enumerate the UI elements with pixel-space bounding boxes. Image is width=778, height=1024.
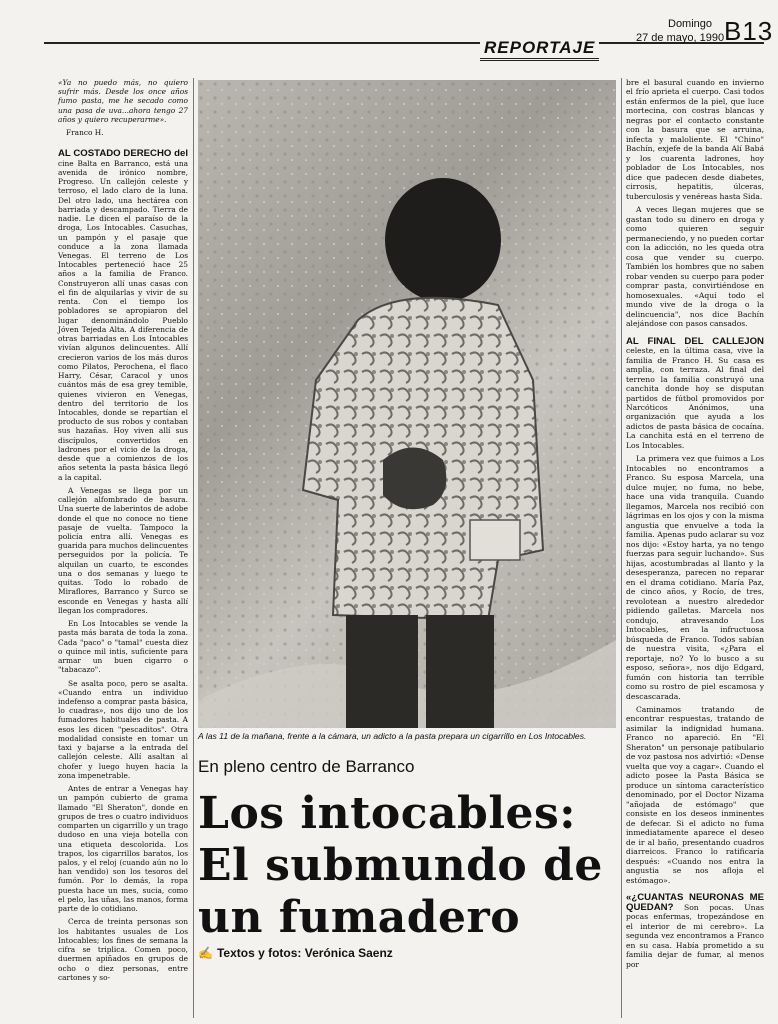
paragraph-text: cine Balta en Barranco, está una avenida de irónico nombre, Progreso. Un callejón celeste y terroso, el lado claro de la luna. Del otro lado, una hectárea con barriada y descampado. Tierra de nadie. Le dicen el paraíso de la droga, Los Intocables. Casuchas, un pampón y el pasaje que conduce a la zona llamada Venegas. El terreno de Los Intocables perteneció hace 25 años a la familia de Franco. Construyeron allí unas casas con el fin de alquilarlas y vivir de su renta. Con el tiempo los pobladores se apropiaron del lugar denominándolo Pueblo Jóven Tejeda Alta. A diferencia de otras barriadas en Los Intocables vivían algunos delincuentes. Allí crecieron varios de los más duros como Pilatos, Perochena, el flaco Harry, César, Caracol y unos cuántos más de esa grey temible, quienes vivieron en Venegas, dentro del territorio de los Intocables, donde se repartían el producto de sus robos y contaban sus hazañas. Hoy viven allí sus discípulos, convertidos en ladrones por el vicio de la droga, desde que a comienzos de los años setenta la pasta básica llegó a la capital. xyxy=(58,158,188,482)
paragraph xyxy=(626,337,764,451)
paragraph: A veces llegan mujeres que se gastan todo su dinero en droga y como quieren seguir permaneciendo, y no pueden cortar con la adicción, no les queda otra cosa que vender su cuerpo. También los hombres que no saben robar venden su cuerpo para poder comprar pasta, convirtiéndose en homosexuales. «Aquí todo el mundo vive de la droga o la delincuencia", nos dice Bachín alejándose con pasos cansados. xyxy=(626,205,764,329)
paragraph: La primera vez que fuimos a Los Intocables no encontramos a Franco. Su esposa Marcela, una dulce mujer, no fuma, no bebe, hace una vida tranquila. Cuando llegamos, Marcela nos recibió con lágrimas en los ojos y con la misma angustia que envuelve a toda la familia. Apenas pudo aclarar su voz nos dijo: «Estoy harta, ya no tengo fuerzas para seguir luchando». Sus hijas, acostumbradas al llanto y la desesperanza, parecen no reparar en el drama cotidiano. María Paz, de cinco años, y Rocío, de tres, revolotean a nuestro alrededor pidiendo galletas. Marcela nos condujo, atravesando Los Intocables, en la infructuosa búsqueda de Franco. Todos sabían de nuestra visita, «¿Para el reportaje, no? Yo lo busco a su esposo, señora», nos dijo Edgard, fumón con historia tan terrible como su rostro de piel escamosa y descascarada. xyxy=(626,454,764,701)
section-label: REPORTAJE xyxy=(480,38,599,61)
headline-line: un fumadero xyxy=(198,892,521,943)
headline xyxy=(198,788,628,944)
byline xyxy=(198,946,393,960)
left-column xyxy=(58,78,188,986)
column-divider xyxy=(193,78,194,1018)
paragraph: Antes de entrar a Venegas hay un pampón cubierto de grama llamado "El Sheraton", donde en grupos de tres o cuatro individuos comparten un cigarrillo y un trago dudoso en una vieja botella con una etiqueta descolorida. Los trapos, los cigarrillos baratos, los palos, y el reloj (cuando aún no lo han vendido) son los tesoros del fumón. Por lo demás, la ropa puesta hace un mes, sucia, como el pelo, las uñas, las manos, forma parte de lo cotidiano. xyxy=(58,784,188,914)
headline-line: Los intocables: xyxy=(198,788,577,839)
paragraph xyxy=(58,149,188,481)
photo-caption: A las 11 de la mañana, frente a la cámara, un adicto a la pasta prepara un cigarrillo en Los Intocables. xyxy=(198,731,587,741)
pull-quote: «Ya no puedo más, no quiero sufrir más. Desde los once años fumo pasta, me he secado como una pasa de uva...ahora tengo 27 años y quiero recuperarme». xyxy=(58,78,188,124)
feature-photo xyxy=(198,80,616,728)
paragraph-text: celeste, en la última casa, vive la familia de Franco H. Su casa es amplia, con terraza. Al final del terreno la familia construyó una canchita donde hoy se disputan partidos de fútbol promovidos por Narcóticos Anónimos, una organización que ayuda a los adictos de pasta básica de cocaína. La canchita está en el terreno de Los Intocables. xyxy=(626,346,764,450)
issue-day: Domingo xyxy=(668,18,713,30)
headline-line: El submundo de xyxy=(198,840,603,891)
paragraph-text: Son pocas. Unas pocas enfermas, tropezándose en el interior de mi cerebro». La segunda vez encontramos a Franco en su casa. Había prometido a su familia dejar de fumar, al menos por xyxy=(626,902,765,969)
issue-date: 27 de mayo, 1990 xyxy=(636,32,725,44)
quote-author: Franco H. xyxy=(66,128,104,138)
paragraph: Caminamos tratando de encontrar respuestas, tratando de asimilar la indignidad humana. Franco no apareció. En "El Sheraton" un personaje patibulario de voz pastosa nos advirtió: «Dense vuelta que voy a cagar». Cuando el adicto posee la Pasta Básica se produce un síntoma característico denominado, por el Doctor Nizama "añojada de estómago" que consiste en los deseos inminentes de defecar. Si el adicto no fuma inmediatamente aparece el deseo de ir al baño, presentando cuadros diarreicos. Franco lo ratificaría después: «Cuando nos entra la angustia se nos afloja el estómago». xyxy=(626,705,764,885)
right-column xyxy=(626,78,764,973)
kicker: En pleno centro de Barranco xyxy=(198,757,415,776)
photo-illustration xyxy=(198,80,616,728)
paragraph xyxy=(626,893,764,969)
paragraph: Cerca de treinta personas son los habitantes usuales de Los Intocables; los fines de semana la cifra se triplica. Comen poco, duermen apiñados en grupos de ocho o diez personas, entre cartones y so- xyxy=(58,917,188,982)
paragraph: A Venegas se llega por un callejón alfombrado de basura. Una suerte de laberintos de adobe donde el que no conoce no tiene pasaje de vuelta. Tampoco la policía entra allí. Venegas es guarida para muchos delincuentes perseguidos por la policía. Te alquilan un cuarto, te escondes una o dos semanas y luego te quitas. Todo lo robado de Miraflores, Barranco y Surco se esconde en Venegas y hasta allí llegan los compradores. xyxy=(58,485,188,615)
paragraph: bre el basural cuando en invierno el frío aprieta el cuerpo. Casi todos están enfermos de la piel, que luce mortecina, con costras blancas y negras por el contacto constante con la basura que se arruina, infecta y maloliente. El "Chino" Bachín, exjefe de la banda Alí Babá y los cuarenta ladrones, hoy poblador de Los Intocables, nos dice que padecen desde diabetes, cirrosis, hepatitis, úlceras, tuberculosis y venéreas hasta Sida. xyxy=(626,78,764,201)
paragraph: Se asalta poco, pero se asalta. «Cuando entra un individuo indefenso a comprar pasta básica, lo cuadras», nos dijo uno de los fumadores habituales de pasta. A esos les dicen "pescaditos". Otra modalidad consiste en tomar un taxi y bajarse a la entrada del callejón celeste. Allí asaltan al chofer y luego huyen hacia la zona impenetrable. xyxy=(58,678,188,780)
paragraph-lead-in: «¿CUANTAS NEURONAS ME QUEDAN? xyxy=(626,892,764,913)
pen-hand-icon: ✍ xyxy=(198,946,213,960)
paragraph: En Los Intocables se vende la pasta más barata de toda la zona. Cada "paco" o "tamal" cuesta diez o quince mil intis, suficiente para armar un buen cigarro o "tabacazo". xyxy=(58,619,188,675)
byline-text: Textos y fotos: Verónica Saenz xyxy=(216,946,393,960)
paragraph-lead-in: AL COSTADO DERECHO del xyxy=(58,148,188,160)
page-number: B13 xyxy=(724,16,774,46)
paragraph-lead-in: AL FINAL DEL CALLEJON xyxy=(626,335,764,347)
